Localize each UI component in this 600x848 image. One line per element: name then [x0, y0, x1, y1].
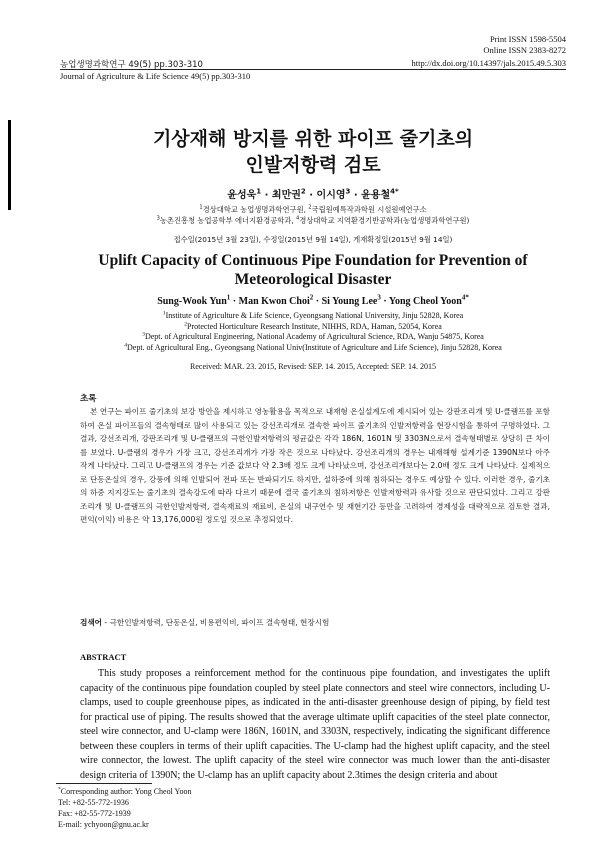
journal-name-english: Journal of Agriculture & Life Science 49(5) pp.303-310 — [60, 71, 251, 81]
korean-authors: 윤성욱$^1$ · 최만권$^2$ · 이시영$^3$ · 윤용철$^{4*}$ — [227, 187, 399, 201]
affiliation-line: $^1$경상대학교 농업생명과학연구원, $^2$국립원예특작과학원 시설원예연구소 — [199, 204, 427, 214]
author-name: Sung-Wook Yun — [157, 296, 227, 307]
author-name: Man Kwon Choi — [238, 296, 310, 307]
keywords — [80, 617, 329, 628]
telephone: Tel: +82-55-772-1936 — [58, 798, 129, 807]
korean-title-line2: 인발저항력 검토 — [245, 154, 381, 176]
journal-name-korean: 농업생명과학연구 49(5) pp.303-310 — [60, 60, 203, 70]
english-abstract-body: This study proposes a reinforcement method for the continuous pipe foundation, and investigates the uplift capacity of the continuous pipe foundation coupled by steel plate connectors and steel wire connectors, including U-clamps, used to couple greenhouse pipes, as indicated in the anti-disaster greenhouse design of piping, by field test for practical use of piping. The results showed that the average ultimate uplift capacities of the steel plate connector, steel wire connector, and U-clamp were 186N, 1601N, and 3303N, respectively, indicating the significant difference between these couplers in terms of their uplift capacities. The U-clamp had the highest uplift capacity, and the steel wire connector, the lowest. The uplift capacity of the steel wire connector was much lower than the anti-disaster design criteria of 1390N; the U-clamp has an uplift capacity about 2.3times the design criteria and about — [80, 668, 550, 781]
english-authors: Sung-Wook Yun$^1$ · Man Kwon Choi$^2$ · Si Young Lee$^3$ · Yong Cheol Yoon$^{4*}$ — [157, 293, 469, 307]
korean-affiliations — [60, 204, 566, 226]
email[interactable]: E-mail: ychyoon@gnu.ac.kr — [58, 820, 149, 829]
online-issn: Online ISSN 2383-8272 — [483, 45, 566, 55]
author-name: 최만권 — [271, 190, 301, 201]
korean-abstract-heading: 초록 — [80, 394, 97, 404]
keywords-list: - 극한인발저항력, 단동온실, 비용편익비, 파이프 결속형태, 현장시험 — [102, 618, 330, 627]
header-rule — [60, 69, 566, 70]
english-title-line1: Uplift Capacity of Continuous Pipe Foundation for Prevention of — [98, 252, 528, 269]
affiliation-line: $^1$Institute of Agriculture & Life Science, Gyeongsang National University, Jinju 52828, Korea — [162, 310, 464, 320]
corresponding-author: *Corresponding author: Yong Cheol Yoon — [58, 786, 192, 796]
author-name: Si Young Lee — [321, 296, 378, 307]
affiliation-line: $^4$Dept. of Agricultural Eng., Gyeongsang National Univ(Institute of Agriculture and Life Science), Jinju 52828, Korea — [124, 341, 502, 352]
english-title-line2: Meteorological Disaster — [234, 271, 392, 288]
english-title — [60, 251, 566, 289]
affiliation-line: $^3$농촌진흥청 농업공학부 에너지환경공학과, $^4$경상대학교 지역환경기반공학과(농업생명과학연구원) — [156, 215, 470, 225]
korean-title-line1: 기상재해 방지를 위한 파이프 줄기초의 — [152, 128, 474, 150]
english-affiliations — [60, 311, 566, 353]
doi-link[interactable]: http://dx.doi.org/10.14397/jals.2015.49.5.303 — [411, 58, 566, 68]
author-name: 이시영 — [316, 190, 346, 201]
author-name: 윤성욱 — [227, 190, 257, 201]
korean-dates: 접수일(2015년 3월 23일), 수정일(2015년 9월 14일), 게재확정일(2015년 9월 14일) — [173, 235, 453, 244]
korean-abstract-body: 본 연구는 파이프 줄기초의 보강 방안을 제시하고 영농활용을 목적으로 내재형 온실설계도에 제시되어 있는 강판조리개 및 U-클램프를 포함하여 온실 파이프들의 결속형태로 많이 사용되고 있는 강선조리개로 결속한 파이프 줄기초의 인발저항력을 현장시험을 통하여 구명하였다. 그 결과, 강선조리개, 강판조리개 및 U-클램프의 극한인발저항력의 평균값은 각각 186N, 1601N 및 3303N으로서 결속형태별로 상당히 큰 차이를 보였다. U-클램의 경우가 가장 크고, 강선조리개가 가장 작은 것으로 나타났다. 강선조리개의 경우는 내재해형 설계기준 1390N보다 아주 작게 나타났다. 그리고 U-클램프의 경우는 기준 값보다 약 2.3배 정도 크게 나타났으며, 강선조리개보다는 2.0배 정도 크게 나타났다. 실제적으로 단동온실의 경우, 강풍에 의해 인발되어 전파 또는 반파되기도 하지만, 설하중에 의해 침하되는 경우도 예상할 수 있다. 이러한 경우, 줄기초의 하중 지지강도는 줄기초의 결속강도에 따라 다르기 때문에 결국 줄기초의 침하저항은 인발저항력과 유사할 것으로 판단되었다. 그리고 강판조리개 및 U-클램프의 극한인발저항력, 결속재료의 재료비, 온실의 내구연수 및 재현기간 등만을 고려하여 경제성을 대략적으로 검토한 결과, 편익(이익) 비용은 약 13,176,000원 정도일 것으로 추정되었다. — [80, 407, 550, 524]
affiliation-line: $^2$Protected Horticulture Research Institute, NIHHS, RDA, Haman, 52054, Korea — [184, 320, 442, 331]
footnote-rule — [56, 783, 152, 784]
author-name: 윤용철 — [361, 190, 391, 201]
print-issn: Print ISSN 1598-5504 — [489, 34, 566, 44]
fax: Fax: +82-55-772-1939 — [58, 809, 131, 818]
footnote — [58, 786, 191, 830]
keywords-label: 검색어 — [80, 618, 103, 627]
side-marker — [8, 120, 11, 210]
korean-title — [60, 126, 566, 178]
author-name: Yong Cheol Yoon — [388, 296, 462, 307]
english-dates: Received: MAR. 23. 2015, Revised: SEP. 14. 2015, Accepted: SEP. 14. 2015 — [190, 362, 436, 371]
affiliation-line: $^3$Dept. of Agricultural Engineering, National Academy of Agricultural Science, RDA, Wanju 54875, Korea — [142, 331, 484, 341]
english-abstract-heading: ABSTRACT — [80, 652, 127, 662]
